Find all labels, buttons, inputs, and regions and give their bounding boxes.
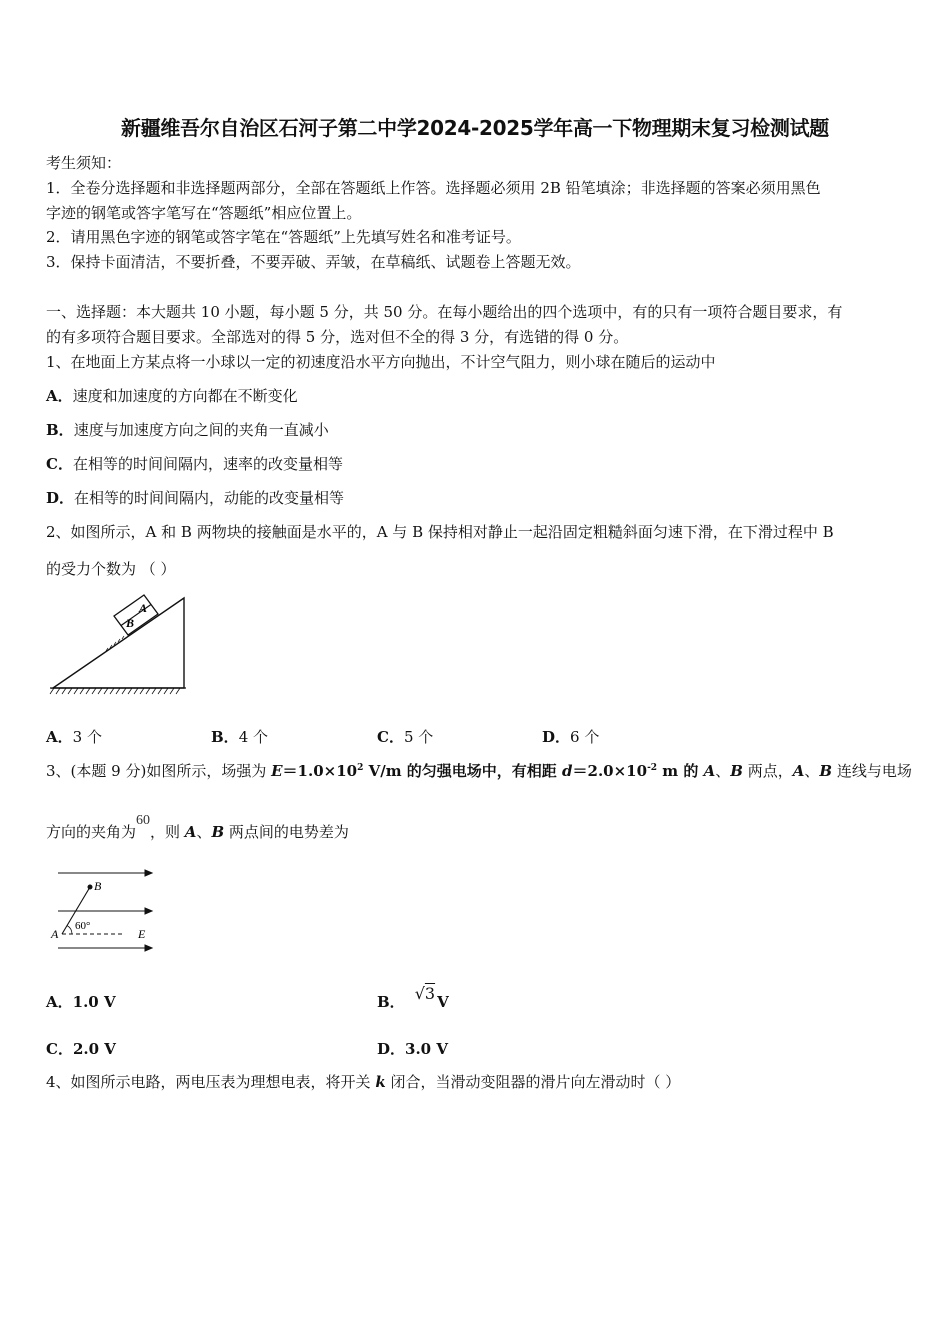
- q2-incline-figure: [48, 594, 188, 696]
- point-a: A: [184, 823, 197, 841]
- q3-prefix: 3、(本题 9 分)如图所示，场强为: [46, 762, 272, 780]
- q4-pre: 4、如图所示电路，两电压表为理想电表，将开关: [46, 1073, 376, 1091]
- field-exponent: 2: [357, 763, 364, 773]
- q3-line2-post: 两点间的电势差为: [224, 823, 349, 841]
- q2-option-b: [211, 727, 268, 747]
- q1-option-b: [46, 420, 329, 440]
- angle-value: 60: [136, 813, 151, 828]
- notice-item-1: 1．全卷分选择题和非选择题两部分，全部在答题纸上作答。选择题必须用 2B 铅笔填涂；非选择题的答案必须用黑色: [46, 179, 821, 197]
- field-value: ＝1.0×10: [282, 762, 358, 780]
- q2-option-d: [542, 727, 599, 747]
- switch-k: k: [375, 1073, 386, 1091]
- point-b: B: [730, 762, 743, 780]
- point-b-label: B: [94, 879, 102, 893]
- angle-label: 60°: [75, 920, 91, 932]
- notice-item-3: 3．保持卡面清洁，不要折叠，不要弄破、弄皱，在草稿纸、试题卷上答题无效。: [46, 253, 581, 271]
- distance-value: ＝2.0×10: [572, 762, 648, 780]
- q2-stem-1: 2、如图所示，A 和 B 两物块的接触面是水平的，A 与 B 保持相对静止一起沿固定粗糙斜面匀速下滑，在下滑过程中 B: [46, 523, 834, 541]
- point-a: A: [792, 762, 805, 780]
- option-text: 2.0 V: [72, 1040, 116, 1058]
- q1-option-c: [46, 454, 343, 474]
- option-label: C．: [46, 455, 73, 473]
- option-label: D．: [46, 489, 75, 507]
- option-label: D．: [377, 1040, 406, 1058]
- q3-field-figure: [48, 866, 158, 956]
- block-a-label: A: [138, 601, 148, 615]
- option-label: C．: [46, 1040, 73, 1058]
- option-label: C．: [377, 728, 404, 746]
- option-text: 4 个: [238, 728, 268, 746]
- q3-option-a: [46, 992, 116, 1012]
- q2-option-a: [46, 727, 102, 747]
- q1-option-d: [46, 488, 344, 508]
- notice-heading: 考生须知：: [46, 154, 122, 172]
- point-a-label: A: [51, 927, 59, 941]
- q3-line2-pre: 方向的夹角为: [46, 823, 137, 841]
- option-label: A．: [46, 993, 73, 1011]
- separator: 、: [196, 823, 212, 841]
- option-text: 在相等的时间间隔内，速率的改变量相等: [72, 455, 343, 473]
- q3-option-b: [377, 984, 449, 1012]
- field-unit: V/m 的匀强电场中，有相距: [363, 762, 563, 780]
- q3-option-d: [377, 1039, 448, 1059]
- notice-item-1-cont: 字迹的钢笔或答字笔写在“答题纸”相应位置上。: [46, 204, 362, 222]
- separator: 、: [804, 762, 820, 780]
- option-text: 1.0 V: [72, 993, 116, 1011]
- distance-unit: m 的: [657, 762, 704, 780]
- q2-stem-2: 的受力个数为 （ ）: [46, 560, 176, 578]
- page-title: 新疆维吾尔自治区石河子第二中学2024-2025学年高一下物理期末复习检测试题: [121, 116, 829, 140]
- block-b-label: B: [125, 616, 135, 630]
- option-text: 5 个: [403, 728, 434, 746]
- q3-stem-1: [46, 761, 912, 781]
- option-text: 速度和加速度的方向都在不断变化: [72, 387, 298, 405]
- option-text: 6 个: [570, 728, 600, 746]
- q4-post: 闭合，当滑动变阻器的滑片向左滑动时（ ）: [385, 1073, 681, 1091]
- field-e-label: E: [138, 927, 146, 941]
- distance-exponent: -2: [647, 763, 658, 773]
- separator: 、: [715, 762, 731, 780]
- option-label: D．: [542, 728, 571, 746]
- option-text: 3 个: [72, 728, 102, 746]
- point-b: B: [211, 823, 225, 841]
- option-label: B．: [211, 728, 239, 746]
- q3-tail: 连线与电场: [832, 762, 912, 780]
- q3-option-c: [46, 1039, 116, 1059]
- field-symbol: E: [271, 762, 283, 780]
- option-label: A．: [46, 387, 73, 405]
- sqrt-icon: √: [414, 984, 425, 1003]
- q1-stem: 1、在地面上方某点将一小球以一定的初速度沿水平方向抛出，不计空气阻力，则小球在随后的运动中: [46, 353, 716, 371]
- option-label: B．: [377, 993, 405, 1011]
- section1-intro-2: 的有多项符合题目要求。全部选对的得 5 分，选对但不全的得 3 分，有选错的得 0 分。: [46, 328, 629, 346]
- option-text: 3.0 V: [405, 1040, 448, 1058]
- point-a: A: [703, 762, 716, 780]
- option-label: A．: [46, 728, 73, 746]
- notice-item-2: 2．请用黑色字迹的钢笔或答字笔在“答题纸”上先填写姓名和准考证号。: [46, 228, 521, 246]
- section1-intro-1: 一、选择题：本大题共 10 小题，每小题 5 分，共 50 分。在每小题给出的四个选项中，有的只有一项符合题目要求，有: [46, 303, 843, 321]
- sqrt-value: 3: [424, 984, 436, 1003]
- q1-option-a: [46, 386, 298, 406]
- option-text: 在相等的时间间隔内，动能的改变量相等: [74, 489, 345, 507]
- distance-symbol: d: [562, 762, 573, 780]
- q3-stem-2: [46, 813, 349, 844]
- q2-option-c: [377, 727, 433, 747]
- option-label: B．: [46, 421, 74, 439]
- q3-mid: 两点，: [742, 762, 793, 780]
- option-text: 速度与加速度方向之间的夹角一直减小: [73, 421, 329, 439]
- q4-stem: [46, 1072, 680, 1092]
- point-b: B: [819, 762, 833, 780]
- option-text: V: [437, 993, 449, 1011]
- q3-line2-post: ，则: [150, 823, 185, 841]
